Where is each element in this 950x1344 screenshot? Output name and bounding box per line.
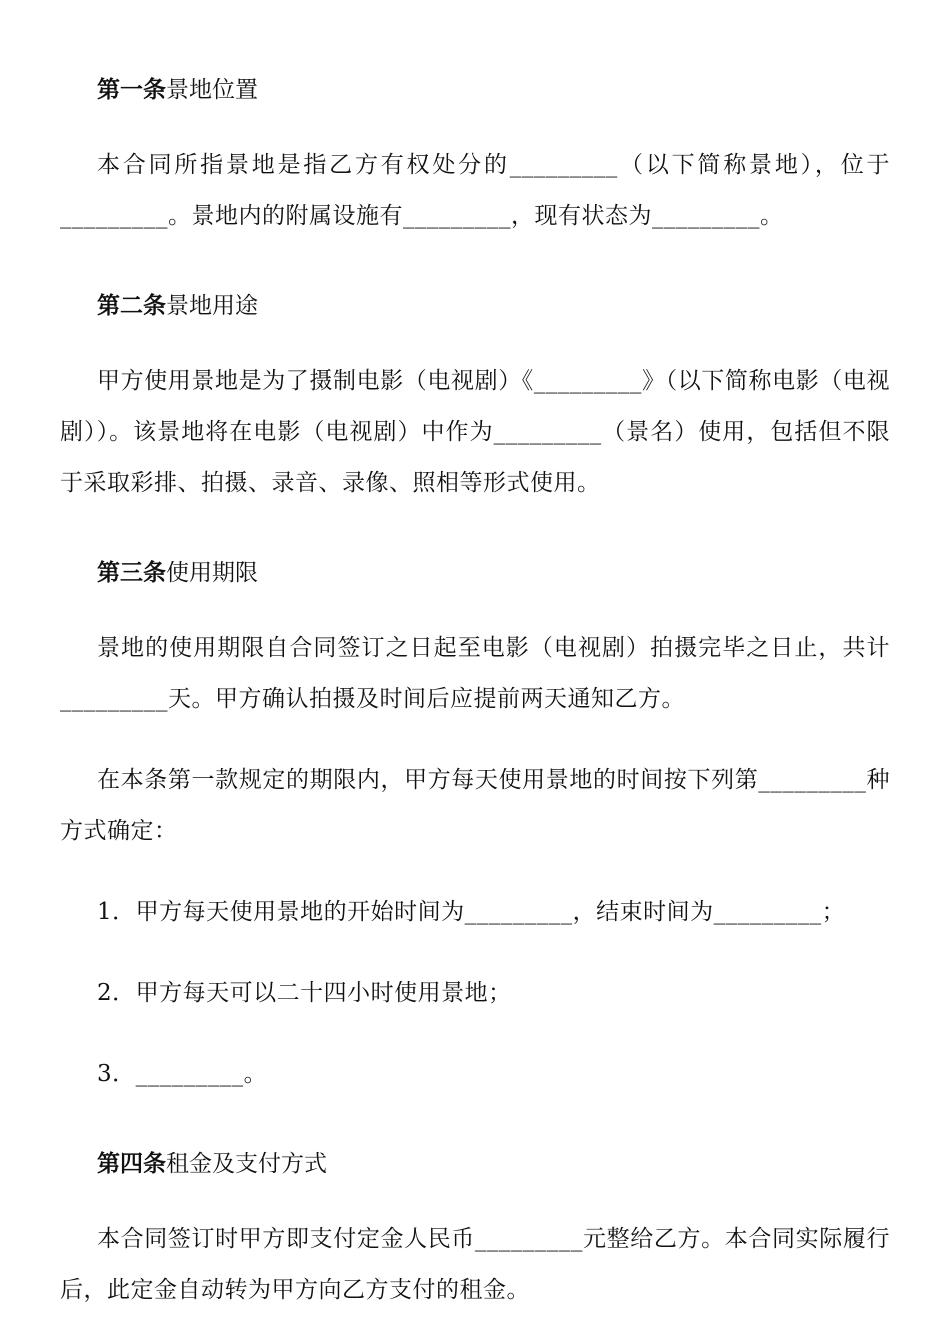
article-title: 租金及支付方式 [166,1151,327,1177]
article-3 [60,553,890,1100]
paragraph: 本合同签订时甲方即支付定金人民币_________元整给乙方。本合同实际履行后，此定金自动转为甲方向乙方支付的租金。 [60,1226,890,1303]
article-1 [60,70,890,242]
article-heading [60,1144,890,1184]
article-title: 景地位置 [166,77,258,103]
article-title: 使用期限 [166,560,258,586]
article-heading [60,553,890,593]
paragraph: 甲方使用景地是为了摄制电影（电视剧）《_________》（以下简称电影（电视剧））。该景地将在电影（电视剧）中作为_________（景名）使用，包括但不限于采取彩排、拍摄、录音、录像、照相等形式使用。 [60,368,890,496]
list-item: 1．甲方每天使用景地的开始时间为_________，结束时间为_________； [97,899,846,925]
article-4 [60,1144,890,1316]
article-number: 第一条 [97,77,166,103]
article-heading [60,70,890,110]
document-page [60,70,890,1316]
article-title: 景地用途 [166,293,258,319]
list-item: 3．_________。 [97,1061,268,1087]
article-number: 第三条 [97,560,166,586]
paragraph: 在本条第一款规定的期限内，甲方每天使用景地的时间按下列第_________种方式确定： [60,767,890,844]
article-number: 第四条 [97,1151,166,1177]
article-number: 第二条 [97,293,166,319]
paragraph: 本合同所指景地是指乙方有权处分的_________（以下简称景地），位于_________。景地内的附属设施有_________，现有状态为_________。 [60,152,890,229]
article-2 [60,286,890,509]
paragraph: 景地的使用期限自合同签订之日起至电影（电视剧）拍摄完毕之日止，共计_________天。甲方确认拍摄及时间后应提前两天通知乙方。 [60,635,890,712]
list-item: 2．甲方每天可以二十四小时使用景地； [97,980,512,1006]
article-heading [60,286,890,326]
